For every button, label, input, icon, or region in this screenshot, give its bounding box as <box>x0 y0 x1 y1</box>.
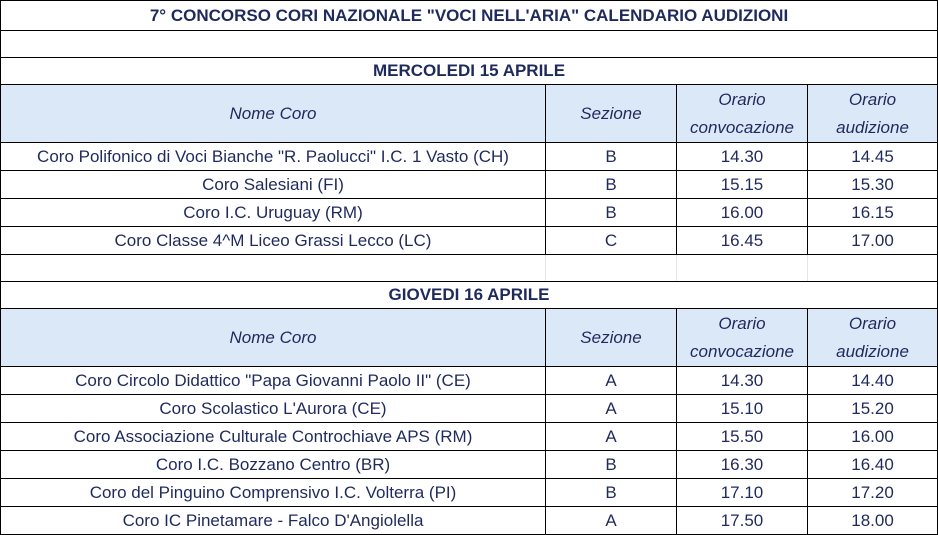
table-row <box>1 451 938 479</box>
cell-nome-coro[interactable]: Coro Associazione Culturale Controchiave APS (RM) <box>1 423 546 451</box>
header-sezione[interactable]: Sezione <box>546 85 677 143</box>
cell-sezione[interactable]: B <box>546 451 677 479</box>
cell-sezione[interactable]: B <box>546 171 677 199</box>
cell-nome-coro[interactable]: Coro Circolo Didattico "Papa Giovanni Paolo II" (CE) <box>1 367 546 395</box>
cell-sezione[interactable]: B <box>546 143 677 171</box>
column-header-row <box>1 85 938 143</box>
cell-audizione[interactable]: 15.30 <box>808 171 938 199</box>
table-row <box>1 227 938 255</box>
blank-row <box>1 255 938 282</box>
cell-audizione[interactable]: 15.20 <box>808 395 938 423</box>
cell-convocazione[interactable]: 17.10 <box>677 479 808 507</box>
cell-nome-coro[interactable]: Coro I.C. Bozzano Centro (BR) <box>1 451 546 479</box>
column-header-row <box>1 309 938 367</box>
table-row <box>1 367 938 395</box>
cell-sezione[interactable]: A <box>546 395 677 423</box>
cell-nome-coro[interactable]: Coro Scolastico L'Aurora (CE) <box>1 395 546 423</box>
cell-nome-coro[interactable]: Coro I.C. Uruguay (RM) <box>1 199 546 227</box>
cell-convocazione[interactable]: 15.10 <box>677 395 808 423</box>
cell-convocazione[interactable]: 14.30 <box>677 143 808 171</box>
table-row <box>1 507 938 535</box>
cell-sezione[interactable]: B <box>546 199 677 227</box>
header-nome-coro[interactable]: Nome Coro <box>1 85 546 143</box>
cell-audizione[interactable]: 16.00 <box>808 423 938 451</box>
table-row <box>1 423 938 451</box>
cell-nome-coro[interactable]: Coro Salesiani (FI) <box>1 171 546 199</box>
cell-sezione[interactable]: B <box>546 479 677 507</box>
cell-nome-coro[interactable]: Coro Classe 4^M Liceo Grassi Lecco (LC) <box>1 227 546 255</box>
cell-sezione[interactable]: A <box>546 507 677 535</box>
cell-audizione[interactable]: 14.45 <box>808 143 938 171</box>
table-row <box>1 479 938 507</box>
blank-row <box>1 31 938 58</box>
cell-nome-coro[interactable]: Coro Polifonico di Voci Bianche "R. Paolucci" I.C. 1 Vasto (CH) <box>1 143 546 171</box>
day-header-row <box>1 58 938 85</box>
table-row <box>1 395 938 423</box>
table-row <box>1 199 938 227</box>
table-row <box>1 143 938 171</box>
cell-audizione[interactable]: 17.20 <box>808 479 938 507</box>
cell-audizione[interactable]: 16.15 <box>808 199 938 227</box>
header-orario-audizione[interactable]: Orario audizione <box>808 85 938 143</box>
day-header-row <box>1 282 938 309</box>
day-label[interactable]: GIOVEDI 16 APRILE <box>1 282 938 309</box>
cell-sezione[interactable]: C <box>546 227 677 255</box>
cell-convocazione[interactable]: 16.45 <box>677 227 808 255</box>
cell-nome-coro[interactable]: Coro del Pinguino Comprensivo I.C. Volterra (PI) <box>1 479 546 507</box>
cell-convocazione[interactable]: 15.50 <box>677 423 808 451</box>
day-label[interactable]: MERCOLEDI 15 APRILE <box>1 58 938 85</box>
title-row <box>1 1 938 31</box>
cell-convocazione[interactable]: 16.30 <box>677 451 808 479</box>
header-orario-audizione[interactable]: Orario audizione <box>808 309 938 367</box>
cell-audizione[interactable]: 14.40 <box>808 367 938 395</box>
header-orario-convocazione[interactable]: Orario convocazione <box>677 309 808 367</box>
cell-audizione[interactable]: 16.40 <box>808 451 938 479</box>
cell-sezione[interactable]: A <box>546 367 677 395</box>
cell-nome-coro[interactable]: Coro IC Pinetamare - Falco D'Angiolella <box>1 507 546 535</box>
header-nome-coro[interactable]: Nome Coro <box>1 309 546 367</box>
table-row <box>1 171 938 199</box>
header-sezione[interactable]: Sezione <box>546 309 677 367</box>
cell-audizione[interactable]: 18.00 <box>808 507 938 535</box>
cell-audizione[interactable]: 17.00 <box>808 227 938 255</box>
cell-convocazione[interactable]: 15.15 <box>677 171 808 199</box>
cell-convocazione[interactable]: 14.30 <box>677 367 808 395</box>
cell-convocazione[interactable]: 16.00 <box>677 199 808 227</box>
page-title[interactable]: 7° CONCORSO CORI NAZIONALE "VOCI NELL'ARIA" CALENDARIO AUDIZIONI <box>1 1 938 31</box>
cell-sezione[interactable]: A <box>546 423 677 451</box>
cell-convocazione[interactable]: 17.50 <box>677 507 808 535</box>
header-orario-convocazione[interactable]: Orario convocazione <box>677 85 808 143</box>
